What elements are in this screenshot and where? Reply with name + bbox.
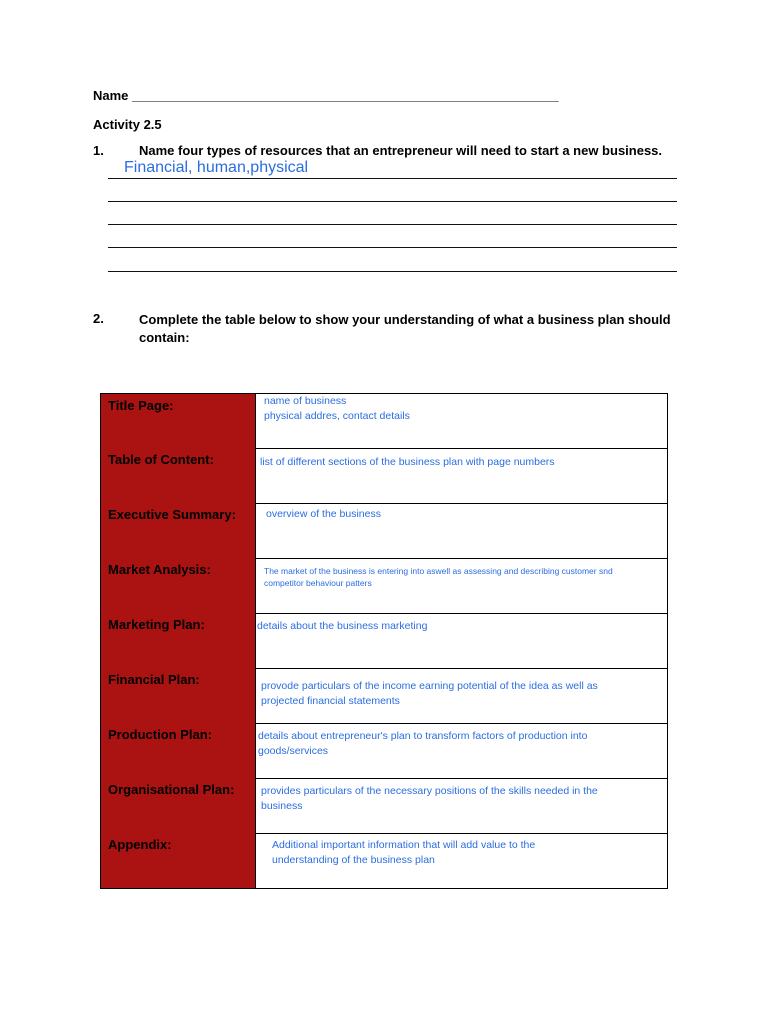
- table-row: [101, 779, 668, 834]
- answer-line-5[interactable]: [108, 271, 677, 272]
- table-row: [101, 724, 668, 779]
- row-answer-line: list of different sections of the business plan with page numbers: [260, 456, 555, 468]
- row-answer-cell[interactable]: [256, 449, 668, 504]
- row-label: Market Analysis:: [101, 559, 256, 614]
- row-answer-line: provides particulars of the necessary positions of the skills needed in the: [261, 785, 598, 797]
- table-row: [101, 394, 668, 449]
- row-label: Title Page:: [101, 394, 256, 449]
- row-answer-cell[interactable]: [256, 834, 668, 889]
- row-answer-line: business: [261, 800, 303, 812]
- question-1-text: Name four types of resources that an entrepreneur will need to start a new business.: [139, 143, 663, 158]
- row-label: Executive Summary:: [101, 504, 256, 559]
- row-answer-cell[interactable]: [256, 779, 668, 834]
- question-2-number: 2.: [93, 311, 104, 326]
- name-field-label: Name ___________________________________________________________: [93, 88, 559, 103]
- question-1-answer[interactable]: Financial, human,physical: [124, 159, 309, 176]
- row-answer-cell[interactable]: [256, 614, 668, 669]
- row-answer-cell[interactable]: [256, 504, 668, 559]
- row-answer-cell[interactable]: [256, 669, 668, 724]
- row-answer-cell[interactable]: [256, 394, 668, 449]
- table-row: [101, 614, 668, 669]
- row-answer-cell[interactable]: [256, 724, 668, 779]
- business-plan-table: [100, 393, 668, 889]
- row-answer-line: details about entrepreneur's plan to transform factors of production into: [258, 730, 588, 742]
- answer-line-4[interactable]: [108, 247, 677, 248]
- table-row: [101, 504, 668, 559]
- row-answer-line: overview of the business: [266, 508, 381, 520]
- row-label: Organisational Plan:: [101, 779, 256, 834]
- table-row: [101, 559, 668, 614]
- row-answer-line: Additional important information that will add value to the: [272, 839, 536, 851]
- answer-line-2[interactable]: [108, 201, 677, 202]
- row-answer-cell[interactable]: [256, 559, 668, 614]
- row-answer-line: understanding of the business plan: [272, 854, 435, 866]
- row-label: Financial Plan:: [101, 669, 256, 724]
- row-label: Table of Content:: [101, 449, 256, 504]
- row-answer-line: competitor behaviour patters: [264, 578, 372, 588]
- row-answer-line: The market of the business is entering into aswell as assessing and describing customer snd: [264, 566, 613, 576]
- row-label: Appendix:: [101, 834, 256, 889]
- row-label: Production Plan:: [101, 724, 256, 779]
- row-answer-line: projected financial statements: [261, 695, 400, 707]
- row-answer-line: physical addres, contact details: [264, 410, 410, 422]
- question-1-number: 1.: [93, 143, 104, 158]
- table-row: [101, 669, 668, 724]
- table-row: [101, 834, 668, 889]
- row-answer-line: provode particulars of the income earning potential of the idea as well as: [261, 680, 598, 692]
- row-answer-line: name of business: [264, 395, 347, 407]
- table-row: [101, 449, 668, 504]
- answer-line-3[interactable]: [108, 224, 677, 225]
- row-label: Marketing Plan:: [101, 614, 256, 669]
- answer-line-1[interactable]: [108, 178, 677, 179]
- row-answer-line: goods/services: [258, 745, 329, 757]
- question-2-text: Complete the table below to show your understanding of what a business plan should contain:: [139, 312, 671, 345]
- row-answer-line: details about the business marketing: [257, 620, 428, 632]
- activity-title: Activity 2.5: [93, 117, 162, 132]
